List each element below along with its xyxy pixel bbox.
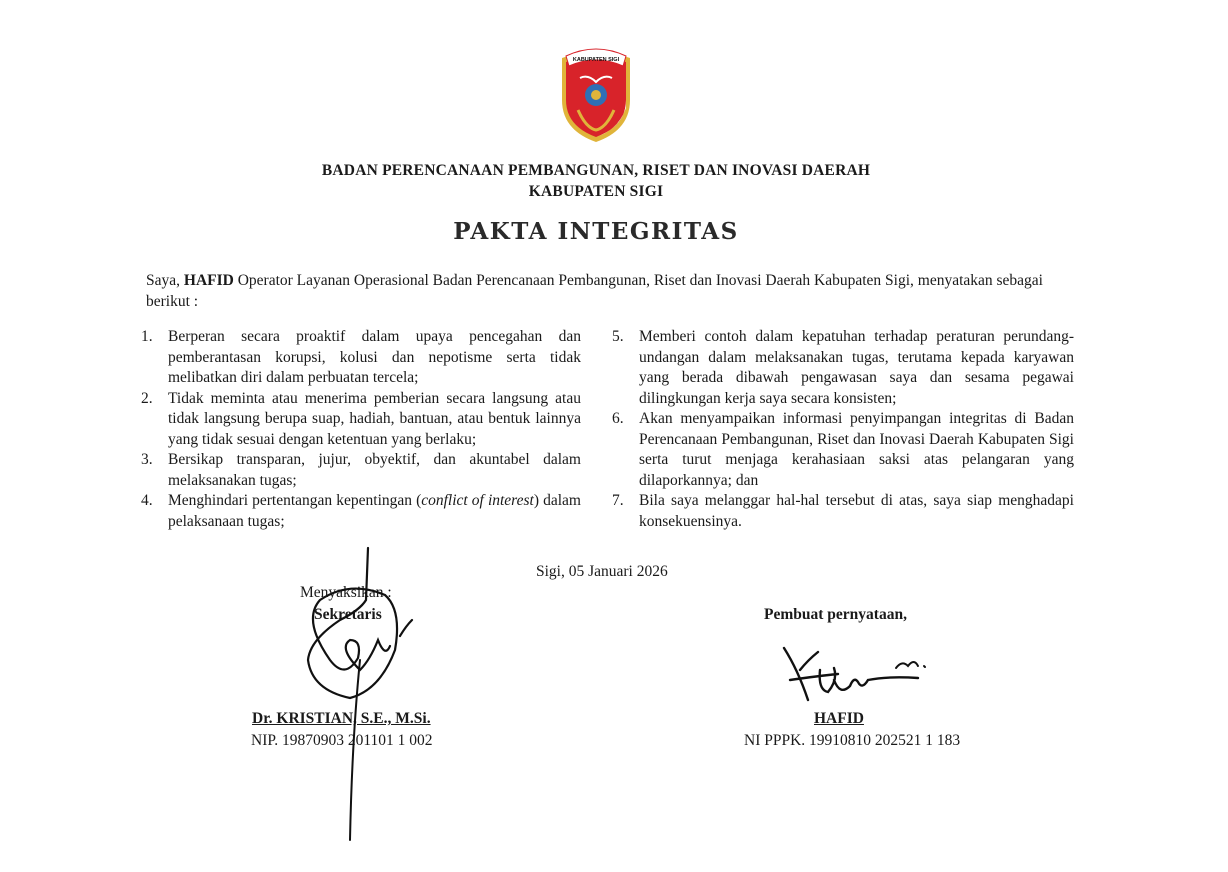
statement-list-right xyxy=(612,327,1074,532)
document-title: PAKTA INTEGRITAS xyxy=(453,218,739,245)
item-text-after: ) dalam pelaksanaan tugas; xyxy=(168,492,581,530)
witness-nip: NIP. 19870903 201101 1 002 xyxy=(251,732,433,749)
witness-name: Dr. KRISTIAN, S.E., M.Si. xyxy=(252,710,431,727)
intro-prefix: Saya, xyxy=(146,272,181,289)
list-item xyxy=(612,409,1074,491)
list-item xyxy=(612,327,1074,409)
place-date: Sigi, 05 Januari 2026 xyxy=(536,563,668,580)
item-text: Tidak meminta atau menerima pemberian secara langsung atau tidak langsung berupa suap, hadiah, bantuan, atau bentuk lainnya yang tidak sesuai dengan ketentuan yang berlaku; xyxy=(168,389,581,448)
item-text: Bila saya melanggar hal-hal tersebut di atas, saya siap menghadapi konsekuensinya. xyxy=(639,492,1074,530)
item-number: 1. xyxy=(141,328,153,345)
item-text: Bersikap transparan, jujur, obyektif, dan akuntabel dalam melaksanakan tugas; xyxy=(168,451,581,489)
item-text: Menghindari pertentangan kepentingan ( xyxy=(168,492,422,509)
item-number: 6. xyxy=(612,410,624,427)
list-item xyxy=(612,491,1074,532)
item-text-italic: conflict of interest xyxy=(421,492,534,509)
svg-text:KABUPATEN SIGI: KABUPATEN SIGI xyxy=(572,57,620,63)
list-item xyxy=(141,450,581,491)
list-item xyxy=(141,327,581,389)
witness-label: Menyaksikan : xyxy=(300,584,392,601)
item-text: Akan menyampaikan informasi penyimpangan integritas di Badan Perencanaan Pembangunan, Riset dan Inovasi Daerah Kabupaten Sigi serta turut menjaga kerahasiaan saksi atas pelangaran yang dilaporkannya; dan xyxy=(639,410,1074,489)
list-item xyxy=(141,491,581,532)
organization-region: KABUPATEN SIGI xyxy=(528,183,664,200)
item-text: Memberi contoh dalam kepatuhan terhadap peraturan perundang-undangan dalam melaksanakan tugas, terutama kepada karyawan yang berada dibawah pengawasan saya dan sesama pegawai dilingkungan kerja saya secara konsisten; xyxy=(639,328,1074,407)
statement-list-left xyxy=(141,327,581,532)
maker-name: HAFID xyxy=(814,710,864,727)
intro-paragraph xyxy=(146,270,1086,312)
item-number: 4. xyxy=(141,492,153,509)
maker-signature xyxy=(778,640,938,712)
intro-rest: Operator Layanan Operasional Badan Perencanaan Pembangunan, Riset dan Inovasi Daerah Kabupaten Sigi, menyatakan sebagai berikut : xyxy=(146,272,1043,310)
list-item xyxy=(141,389,581,451)
item-number: 5. xyxy=(612,328,624,345)
witness-role: Sekretaris xyxy=(314,606,382,623)
item-text: Berperan secara proaktif dalam upaya pencegahan dan pemberantasan korupsi, kolusi dan nepotisme serta tidak melibatkan diri dalam perbuatan tercela; xyxy=(168,328,581,386)
item-number: 3. xyxy=(141,451,153,468)
intro-name: HAFID xyxy=(183,272,234,289)
organization-name: BADAN PERENCANAAN PEMBANGUNAN, RISET DAN INOVASI DAERAH xyxy=(321,162,871,179)
item-number: 2. xyxy=(141,389,153,407)
maker-nip: NI PPPK. 19910810 202521 1 183 xyxy=(744,732,961,749)
kabupaten-sigi-logo xyxy=(556,48,636,144)
item-number: 7. xyxy=(612,492,624,509)
maker-label: Pembuat pernyataan, xyxy=(764,606,907,623)
